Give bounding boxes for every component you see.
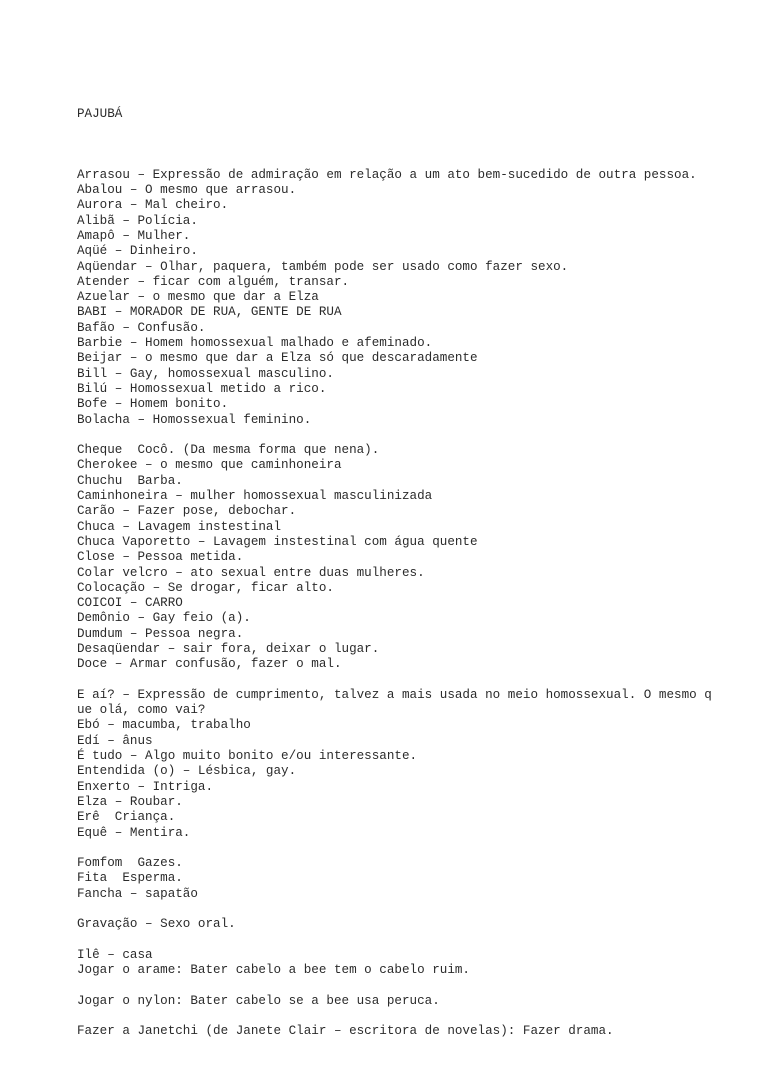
glossary-section: [77, 856, 757, 902]
glossary-section: [77, 948, 757, 979]
glossary-line: Bafão – Confusão.: [77, 320, 206, 335]
glossary-line: Gravação – Sexo oral.: [77, 917, 236, 932]
glossary-line: ue olá, como vai?: [77, 703, 206, 718]
glossary-line: Entendida (o) – Lésbica, gay.: [77, 764, 297, 779]
glossary-line: Fomfom Gazes.: [77, 856, 183, 871]
glossary-line: Fazer a Janetchi (de Janete Clair – escritora de novelas): Fazer drama.: [77, 1024, 614, 1039]
glossary-line: Aqüendar – Olhar, paquera, também pode ser usado como fazer sexo.: [77, 259, 569, 274]
glossary-line: Abalou – O mesmo que arrasou.: [77, 183, 297, 198]
glossary-line: Ebó – macumba, trabalho: [77, 718, 251, 733]
glossary-line: Bilú – Homossexual metido a rico.: [77, 381, 327, 396]
glossary-line: Colocação – Se drogar, ficar alto.: [77, 580, 334, 595]
glossary-section: [77, 917, 757, 932]
glossary-line: Elza – Roubar.: [77, 794, 183, 809]
glossary-section: [77, 168, 757, 428]
glossary-section: [77, 443, 757, 672]
glossary-body: [77, 168, 757, 1040]
glossary-line: Caminhoneira – mulher homossexual masculinizada: [77, 489, 433, 504]
glossary-line: Atender – ficar com alguém, transar.: [77, 274, 350, 289]
glossary-line: Chuca – Lavagem instestinal: [77, 519, 282, 534]
glossary-line: Bill – Gay, homossexual masculino.: [77, 366, 334, 381]
glossary-line: Close – Pessoa metida.: [77, 550, 244, 565]
glossary-line: BABI – MORADOR DE RUA, GENTE DE RUA: [77, 305, 342, 320]
glossary-line: Jogar o nylon: Bater cabelo se a bee usa peruca.: [77, 993, 440, 1008]
glossary-line: Doce – Armar confusão, fazer o mal.: [77, 657, 342, 672]
glossary-line: Cherokee – o mesmo que caminhoneira: [77, 458, 342, 473]
glossary-line: Edí – ânus: [77, 733, 153, 748]
glossary-line: Alibã – Polícia.: [77, 213, 198, 228]
glossary-line: Ilê – casa: [77, 947, 153, 962]
glossary-section: [77, 688, 757, 841]
document-title: PAJUBÁ: [77, 106, 123, 121]
glossary-line: E aí? – Expressão de cumprimento, talvez a mais usada no meio homossexual. O mesmo q: [77, 687, 712, 702]
glossary-line: Erê Criança.: [77, 810, 176, 825]
glossary-line: Aqüé – Dinheiro.: [77, 244, 198, 259]
glossary-line: Demônio – Gay feio (a).: [77, 611, 251, 626]
glossary-line: COICOI – CARRO: [77, 596, 183, 611]
glossary-line: Cheque Cocô. (Da mesma forma que nena).: [77, 443, 380, 458]
glossary-line: Bolacha – Homossexual feminino.: [77, 412, 312, 427]
glossary-line: Bofe – Homem bonito.: [77, 397, 229, 412]
glossary-line: Barbie – Homem homossexual malhado e afeminado.: [77, 336, 433, 351]
glossary-line: Arrasou – Expressão de admiração em relação a um ato bem-sucedido de outra pessoa.: [77, 167, 697, 182]
glossary-line: Colar velcro – ato sexual entre duas mulheres.: [77, 565, 425, 580]
glossary-section: [77, 1024, 757, 1039]
glossary-line: Aurora – Mal cheiro.: [77, 198, 229, 213]
glossary-line: Equê – Mentira.: [77, 825, 191, 840]
glossary-line: Fita Esperma.: [77, 871, 183, 886]
glossary-line: Enxerto – Intriga.: [77, 779, 214, 794]
glossary-line: Fancha – sapatão: [77, 886, 198, 901]
glossary-line: Azuelar – o mesmo que dar a Elza: [77, 290, 319, 305]
glossary-line: Jogar o arame: Bater cabelo a bee tem o cabelo ruim.: [77, 963, 470, 978]
document-page: [77, 76, 757, 1070]
glossary-line: Amapô – Mulher.: [77, 228, 191, 243]
glossary-line: Dumdum – Pessoa negra.: [77, 626, 244, 641]
glossary-line: Chuca Vaporetto – Lavagem instestinal com água quente: [77, 534, 478, 549]
glossary-line: É tudo – Algo muito bonito e/ou interessante.: [77, 749, 418, 764]
glossary-line: Desaqüendar – sair fora, deixar o lugar.: [77, 641, 380, 656]
glossary-line: Chuchu Barba.: [77, 473, 183, 488]
glossary-section: [77, 994, 757, 1009]
glossary-line: Carão – Fazer pose, debochar.: [77, 504, 297, 519]
glossary-line: Beijar – o mesmo que dar a Elza só que descaradamente: [77, 351, 478, 366]
